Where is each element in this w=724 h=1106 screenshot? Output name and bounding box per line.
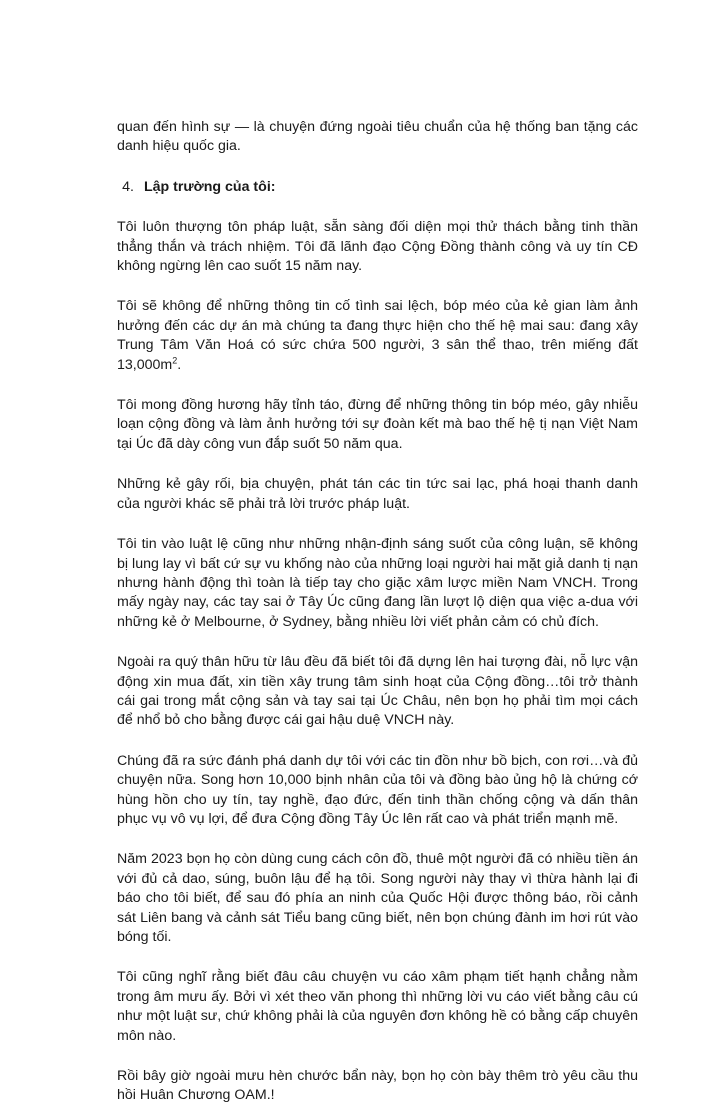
paragraph-2-tail: .	[177, 356, 182, 373]
paragraph-6: Ngoài ra quý thân hữu từ lâu đều đã biết tôi đã dựng lên hai tượng đài, nỗ lực vận động xin mua đất, xin tiền xây trung tâm sinh hoạt của Cộng đồng…tôi trở thành cái gai trong mắt cộng sản và tay sai tại Úc Châu, nên bọn họ phải tìm mọi cách để nhổ bỏ cho bằng được cái gai hậu duệ VNCH này.	[117, 654, 638, 729]
continuation-paragraph: quan đến hình sự — là chuyện đứng ngoài tiêu chuẩn của hệ thống ban tặng các danh hiệu quốc gia.	[117, 119, 638, 155]
paragraph-2-text: Tôi sẽ không để những thông tin cố tình sai lệch, bóp méo của kẻ gian làm ảnh hưởng đến các dự án mà chúng ta đang thực hiện cho thế hệ mai sau: đang xây Trung Tâm Văn Hoá có sức chứa 500 người, 3 sân thể thao, trên miếng đất 13,000m	[117, 298, 638, 373]
paragraph-8: Năm 2023 bọn họ còn dùng cung cách côn đồ, thuê một người đã có nhiều tiền án với đủ cả dao, súng, buôn lậu để hạ tôi. Song người này thay vì thừa hành lại đi báo cho tôi biết, để sau đó phía an ninh của Quốc Hội được thông báo, rồi cảnh sát Liên bang và cảnh sát Tiểu bang cũng biết, nên bọn chúng đành im hơi rút vào bóng tối.	[117, 851, 638, 945]
paragraph-2	[117, 297, 638, 375]
area-superscript: 2	[172, 354, 178, 365]
paragraph-5: Tôi tin vào luật lệ cũng như những nhận-định sáng suốt của công luận, sẽ không bị lung lay vì bất cứ sự vu khống nào của những loại người hai mặt giả danh tị nạn nhưng hành động thì toàn là tiếp tay cho giặc xâm lược miền Nam VNCH. Trong mấy ngày nay, các tay sai ở Tây Úc cũng đang lần lượt lộ diện qua việc a-dua với những kẻ ở Melbourne, ở Sydney, bằng nhiều lời viết phản cảm có chủ đích.	[117, 536, 638, 630]
paragraph-1: Tôi luôn thượng tôn pháp luật, sẵn sàng đối diện mọi thử thách bằng tinh thần thẳng thắn và trách nhiệm. Tôi đã lãnh đạo Cộng Đồng thành công và uy tín CĐ không ngừng lên cao suốt 15 năm nay.	[117, 219, 638, 275]
paragraph-7: Chúng đã ra sức đánh phá danh dự tôi với các tin đồn như bồ bịch, con rơi…và đủ chuyện nữa. Song hơn 10,000 bịnh nhân của tôi và đồng bào ủng hộ là chứng cớ hùng hồn cho uy tín, tay nghề, đạo đức, đến tinh thần chống cộng và dấn thân phục vụ vô vụ lợi, để đưa Cộng đồng Tây Úc lên rất cao và phát triển mạnh mẽ.	[117, 752, 638, 827]
paragraph-10: Rồi bây giờ ngoài mưu hèn chước bẩn này, bọn họ còn bày thêm trò yêu cầu thu hồi Huân Chương OAM.!	[117, 1068, 638, 1104]
section-heading	[117, 178, 638, 197]
section-number: 4.	[122, 178, 134, 195]
paragraph-4: Những kẻ gây rối, bịa chuyện, phát tán các tin tức sai lạc, phá hoại thanh danh của người khác sẽ phải trả lời trước pháp luật.	[117, 476, 638, 512]
section-title: Lập trường của tôi:	[144, 178, 276, 195]
paragraph-9: Tôi cũng nghĩ rằng biết đâu câu chuyện vu cáo xâm phạm tiết hạnh chẳng nằm trong âm mưu ấy. Bởi vì xét theo văn phong thì những lời vu cáo viết bằng câu cú như một luật sư, chứ không phải là của nguyên đơn không hề có bằng cấp chuyên môn nào.	[117, 969, 638, 1044]
paragraph-3: Tôi mong đồng hương hãy tỉnh táo, đừng để những thông tin bóp méo, gây nhiễu loạn cộng đồng và làm ảnh hưởng tới sự đoàn kết mà bao thế hệ tị nạn Việt Nam tại Úc đã dày công vun đắp suốt 50 năm qua.	[117, 397, 638, 452]
document-body	[117, 118, 638, 1106]
